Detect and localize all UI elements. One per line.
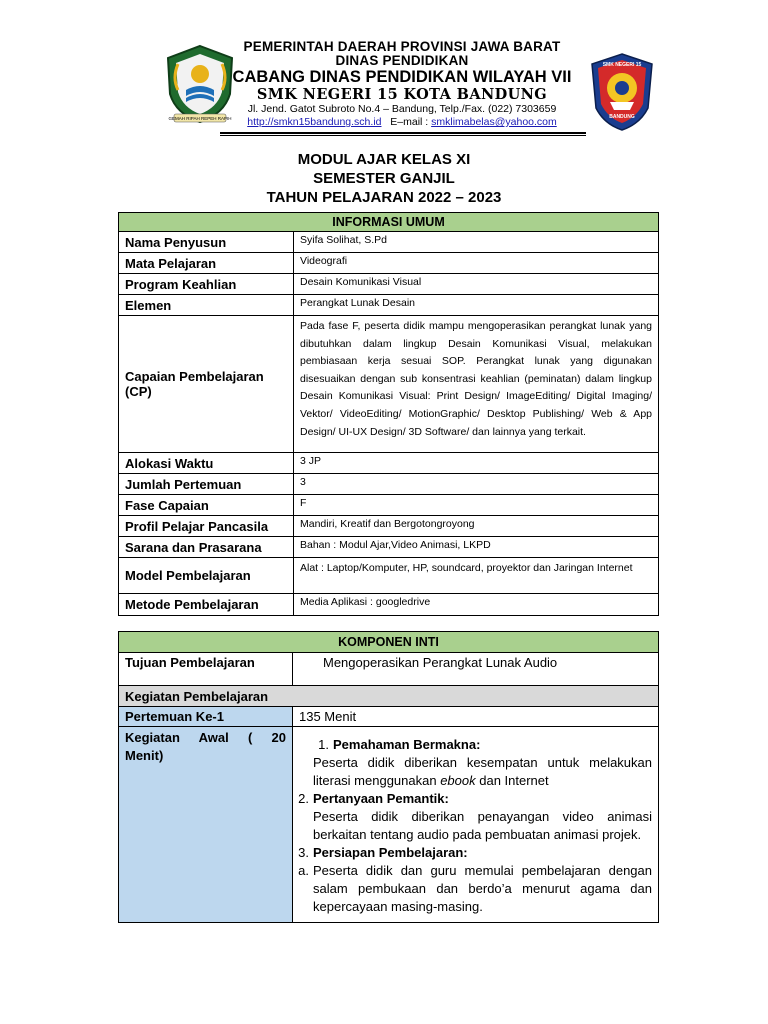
step-text: Peserta didik diberikan penayangan video animasi berkaitan tentang audio pada pembuatan animasi projek.: [313, 808, 652, 842]
letterhead-agency: DINAS PENDIDIKAN: [335, 53, 469, 68]
list-item: [299, 736, 652, 754]
general-info-header: INFORMASI UMUM: [119, 213, 659, 232]
table-row: [119, 453, 659, 474]
list-item: [283, 844, 652, 862]
row-label: Fase Capaian: [119, 495, 294, 516]
table-row: [119, 516, 659, 537]
table-row: [119, 253, 659, 274]
table-row: [119, 686, 659, 707]
opening-activity-label-line-2: Menit): [125, 748, 164, 763]
row-label: Metode Pembelajaran: [119, 594, 294, 616]
step-text-emphasis: ebook: [440, 772, 476, 788]
row-label: Profil Pelajar Pancasila: [119, 516, 294, 537]
core-component-header: KOMPONEN INTI: [119, 632, 659, 653]
meeting-label: Pertemuan Ke-1: [119, 707, 293, 727]
table-row: [119, 727, 659, 923]
row-label: Capaian Pembelajaran (CP): [119, 316, 294, 453]
row-value: Alat : Laptop/Komputer, HP, soundcard, proyektor dan Jaringan Internet: [294, 558, 659, 594]
website-link[interactable]: http://smkn15bandung.sch.id: [247, 116, 382, 128]
table-row: [119, 594, 659, 616]
letterhead-branch: CABANG DINAS PENDIDIKAN WILAYAH VII: [232, 68, 572, 86]
step-text: Peserta didik dan guru memulai pembelajaran dengan salam pembukaan dan berdo’a menurut agama dan kepercayaan masing-masing.: [313, 862, 652, 914]
learning-activities-label: Kegiatan Pembelajaran: [119, 686, 659, 707]
row-label: Program Keahlian: [119, 274, 294, 295]
letterhead-government: PEMERINTAH DAERAH PROVINSI JAWA BARAT: [243, 39, 561, 54]
title-line-2: SEMESTER GANJIL: [313, 170, 455, 187]
step-number: 3.: [298, 844, 309, 860]
row-label: Jumlah Pertemuan: [119, 474, 294, 495]
learning-objective-label: Tujuan Pembelajaran: [119, 653, 293, 686]
emblem-motto: GEMAH RIPAH REPEH RAPIH: [168, 116, 232, 121]
learning-objective-value: Mengoperasikan Perangkat Lunak Audio: [293, 653, 659, 686]
school-logo-top-text: SMK NEGERI 15: [602, 62, 642, 68]
step-text: [299, 754, 652, 790]
row-label: Model Pembelajaran: [119, 558, 294, 594]
row-label: Nama Penyusun: [119, 232, 294, 253]
row-value: 3 JP: [294, 453, 659, 474]
title-line-3: TAHUN PELAJARAN 2022 – 2023: [266, 189, 502, 206]
core-component-table: [118, 631, 659, 923]
table-row: [119, 558, 659, 594]
row-value: Mandiri, Kreatif dan Bergotongroyong: [294, 516, 659, 537]
letterhead: [160, 40, 650, 140]
school-logo-icon: [590, 52, 654, 132]
table-row: [119, 474, 659, 495]
table-row: [119, 707, 659, 727]
email-link[interactable]: smklimabelas@yahoo.com: [431, 116, 557, 128]
row-value: 3: [294, 474, 659, 495]
step-text-part: dan Internet: [475, 772, 549, 788]
table-row: [119, 295, 659, 316]
document-title: [0, 150, 768, 207]
row-value: Syifa Solihat, S.Pd: [294, 232, 659, 253]
letterhead-contact: [222, 116, 582, 129]
opening-activity-steps: [293, 727, 659, 923]
table-row: [119, 316, 659, 453]
step-number: 2.: [298, 790, 309, 806]
letterhead-text: [222, 40, 582, 129]
row-label: Alokasi Waktu: [119, 453, 294, 474]
step-number: a.: [298, 862, 309, 878]
list-item: [283, 862, 652, 916]
table-row: [119, 495, 659, 516]
row-value: Desain Komunikasi Visual: [294, 274, 659, 295]
row-value: Media Aplikasi : googledrive: [294, 594, 659, 616]
table-row: [119, 274, 659, 295]
row-value: F: [294, 495, 659, 516]
letterhead-rule: [220, 132, 586, 134]
letterhead-address: Jl. Jend. Gatot Subroto No.4 – Bandung, Telp./Fax. (022) 7303659: [247, 103, 557, 115]
opening-activity-label: [119, 727, 293, 923]
general-info-header-row: [119, 213, 659, 232]
email-label: E–mail :: [390, 116, 429, 128]
step-title: Pemahaman Bermakna:: [333, 736, 481, 752]
title-line-1: MODUL AJAR KELAS XI: [297, 151, 471, 168]
table-row: [119, 537, 659, 558]
opening-activity-label-line-1: Kegiatan Awal ( 20: [125, 730, 286, 745]
school-logo-bottom-text: BANDUNG: [609, 114, 635, 120]
step-text-part: Peserta didik diberikan kesempatan untuk melakukan literasi menggunakan: [313, 754, 652, 788]
row-label: Elemen: [119, 295, 294, 316]
step-number: 1.: [318, 736, 329, 752]
letterhead-rule-thin: [220, 135, 586, 136]
meeting-duration: 135 Menit: [293, 707, 659, 727]
row-label: Mata Pelajaran: [119, 253, 294, 274]
step-title: Pertanyaan Pemantik:: [313, 790, 449, 806]
row-value: Perangkat Lunak Desain: [294, 295, 659, 316]
table-row: [119, 653, 659, 686]
core-component-header-row: [119, 632, 659, 653]
step-title: Persiapan Pembelajaran:: [313, 844, 468, 860]
general-info-table: [118, 212, 659, 616]
letterhead-school: SMK NEGERI 15 KOTA BANDUNG: [256, 86, 548, 103]
row-value: Bahan : Modul Ajar,Video Animasi, LKPD: [294, 537, 659, 558]
list-item: [283, 790, 652, 808]
row-label: Sarana dan Prasarana: [119, 537, 294, 558]
table-row: [119, 232, 659, 253]
row-value: Pada fase F, peserta didik mampu mengoperasikan perangkat lunak yang dibutuhkan dalam lingkup Desain Komunikasi Visual, melakukan pembiasaan kerja sesuai SOP. Perangkat lunak yang digunakan disesuaikan dengan sub konsentrasi keahlian (peminatan) dalam lingkup Desain Komunikasi Visual: Print Design/ ImageEditing/ Digital Imaging/ Vektor/ VideoEditing/ MotionGraphic/ Desktop Publishing/ Web & App Design/ UI-UX Design/ 3D Software/ dan lainnya yang terkait.: [294, 316, 659, 453]
row-value: Videografi: [294, 253, 659, 274]
